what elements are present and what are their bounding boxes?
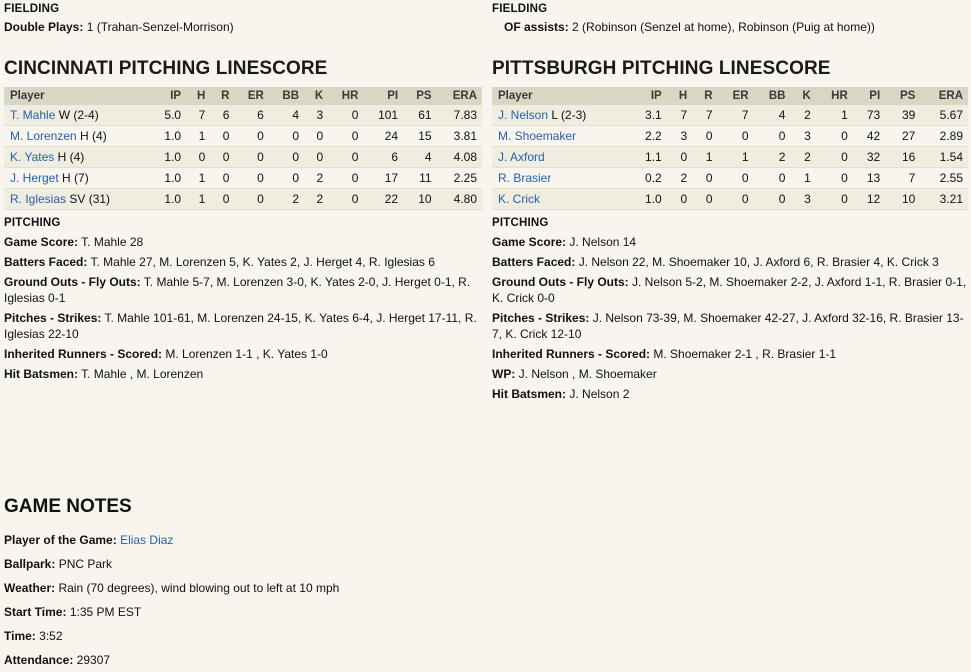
pitching-detail-value: T. Mahle , M. Lorenzen bbox=[81, 367, 204, 381]
note-label: Player of the Game: bbox=[4, 533, 117, 547]
cell-hr: 0 bbox=[328, 168, 363, 189]
cell-r: 0 bbox=[210, 147, 234, 168]
cell-ip: 1.0 bbox=[151, 168, 186, 189]
cell-era: 1.54 bbox=[920, 147, 968, 168]
pitching-detail-label: Batters Faced: bbox=[492, 255, 576, 269]
cell-ip: 1.0 bbox=[151, 147, 186, 168]
cell-ps: 4 bbox=[403, 147, 437, 168]
pitching-heading-left: PITCHING bbox=[4, 217, 61, 229]
note-value: PNC Park bbox=[58, 557, 113, 571]
table-row bbox=[492, 105, 968, 126]
fielding-row bbox=[492, 18, 968, 36]
cell-r: 0 bbox=[210, 126, 234, 147]
pitching-detail-value: T. Mahle 28 bbox=[81, 235, 144, 249]
player-link[interactable]: R. Brasier bbox=[498, 171, 552, 185]
cell-h: 3 bbox=[667, 126, 692, 147]
col-era: ERA bbox=[437, 87, 482, 105]
cell-h: 1 bbox=[186, 126, 210, 147]
col-ps: PS bbox=[885, 87, 920, 105]
note-row bbox=[4, 576, 604, 600]
cell-bb: 0 bbox=[269, 168, 304, 189]
pitching-detail-value: M. Shoemaker 2-1 , R. Brasier 1-1 bbox=[653, 347, 837, 361]
cell-h: 0 bbox=[667, 147, 692, 168]
pitching-detail-row bbox=[492, 272, 968, 308]
col-pi: PI bbox=[363, 87, 403, 105]
cell-pi: 24 bbox=[363, 126, 403, 147]
cell-ip: 1.1 bbox=[630, 147, 667, 168]
pitching-detail-value: J. Nelson , M. Shoemaker bbox=[518, 367, 657, 381]
cell-era: 2.25 bbox=[437, 168, 482, 189]
table-row bbox=[492, 147, 968, 168]
cell-h: 7 bbox=[667, 105, 692, 126]
col-bb: BB bbox=[754, 87, 791, 105]
cell-k: 3 bbox=[304, 105, 328, 126]
note-label: Weather: bbox=[4, 581, 56, 595]
pittsburgh-pitching-table bbox=[492, 87, 968, 210]
player-of-the-game-link[interactable]: Elias Diaz bbox=[120, 533, 174, 547]
note-label: Ballpark: bbox=[4, 557, 56, 571]
cell-bb: 4 bbox=[269, 105, 304, 126]
cell-r: 0 bbox=[210, 168, 234, 189]
col-r: R bbox=[692, 87, 717, 105]
cell-er: 0 bbox=[718, 189, 754, 210]
cell-era: 2.89 bbox=[920, 126, 968, 147]
fielding-heading-right: FIELDING bbox=[492, 3, 548, 15]
col-ip: IP bbox=[630, 87, 667, 105]
table-row bbox=[4, 189, 482, 210]
cell-player bbox=[492, 147, 630, 168]
cell-pi: 73 bbox=[853, 105, 885, 126]
cell-k: 2 bbox=[304, 189, 328, 210]
cell-ip: 1.0 bbox=[151, 126, 186, 147]
cell-er: 0 bbox=[234, 168, 268, 189]
pitching-detail-row bbox=[492, 252, 968, 272]
cell-player bbox=[492, 168, 630, 189]
note-label: Time: bbox=[4, 629, 36, 643]
pitching-detail-value: J. Nelson 5-2, M. Shoemaker 2-2, J. Axford 1-1, R. Brasier 0-1, K. Crick 0-0 bbox=[492, 275, 967, 305]
note-value: 29307 bbox=[76, 653, 111, 667]
note-value: 3:52 bbox=[39, 629, 63, 643]
cincinnati-linescore-title: CINCINNATI PITCHING LINESCORE bbox=[4, 58, 328, 79]
fielding-heading-left: FIELDING bbox=[4, 3, 60, 15]
cell-h: 1 bbox=[186, 168, 210, 189]
cell-pi: 42 bbox=[853, 126, 885, 147]
cell-h: 0 bbox=[667, 189, 692, 210]
cell-hr: 0 bbox=[816, 168, 853, 189]
cell-hr: 0 bbox=[328, 189, 363, 210]
player-note: SV (31) bbox=[69, 192, 111, 206]
table-row bbox=[4, 105, 482, 126]
fielding-label: OF assists: bbox=[504, 20, 569, 34]
pitching-detail-value: T. Mahle 5-7, M. Lorenzen 3-0, K. Yates 2-0, J. Herget 0-1, R. Iglesias 0-1 bbox=[4, 275, 471, 305]
cell-bb: 0 bbox=[754, 126, 791, 147]
cell-k: 2 bbox=[304, 168, 328, 189]
cell-er: 6 bbox=[234, 105, 268, 126]
cell-bb: 2 bbox=[754, 147, 791, 168]
cell-hr: 0 bbox=[816, 126, 853, 147]
cell-ip: 1.0 bbox=[151, 189, 186, 210]
cell-k: 0 bbox=[304, 147, 328, 168]
note-row bbox=[4, 600, 604, 624]
note-row bbox=[4, 624, 604, 648]
pitching-detail-label: Ground Outs - Fly Outs: bbox=[492, 275, 629, 289]
cell-era: 2.55 bbox=[920, 168, 968, 189]
cell-player bbox=[492, 105, 630, 126]
cell-hr: 0 bbox=[816, 189, 853, 210]
col-er: ER bbox=[718, 87, 754, 105]
cell-pi: 32 bbox=[853, 147, 885, 168]
cincinnati-column bbox=[4, 0, 482, 384]
cell-k: 2 bbox=[790, 147, 815, 168]
col-r: R bbox=[210, 87, 234, 105]
cell-ps: 16 bbox=[885, 147, 920, 168]
player-link[interactable]: T. Mahle bbox=[10, 108, 56, 122]
table-header-row bbox=[4, 87, 482, 105]
cell-pi: 22 bbox=[363, 189, 403, 210]
fielding-row bbox=[4, 18, 482, 36]
pitching-detail-label: Hit Batsmen: bbox=[492, 387, 567, 401]
cell-pi: 101 bbox=[363, 105, 403, 126]
note-label: Attendance: bbox=[4, 653, 74, 667]
table-row bbox=[4, 168, 482, 189]
cell-ps: 7 bbox=[885, 168, 920, 189]
cell-er: 1 bbox=[718, 147, 754, 168]
cell-ip: 0.2 bbox=[630, 168, 667, 189]
pitching-detail-label: Pitches - Strikes: bbox=[492, 311, 590, 325]
cell-r: 0 bbox=[692, 126, 717, 147]
player-note: L (2-3) bbox=[551, 108, 587, 122]
cell-ps: 61 bbox=[403, 105, 437, 126]
cell-bb: 2 bbox=[269, 189, 304, 210]
cell-h: 7 bbox=[186, 105, 210, 126]
cell-k: 3 bbox=[790, 189, 815, 210]
cell-k: 3 bbox=[790, 126, 815, 147]
pitching-detail-label: WP: bbox=[492, 367, 516, 381]
cell-player bbox=[4, 126, 151, 147]
col-er: ER bbox=[234, 87, 268, 105]
cell-era: 4.80 bbox=[437, 189, 482, 210]
cell-er: 0 bbox=[718, 168, 754, 189]
col-k: K bbox=[304, 87, 328, 105]
table-row bbox=[4, 147, 482, 168]
col-h: H bbox=[186, 87, 210, 105]
pitching-detail-label: Pitches - Strikes: bbox=[4, 311, 102, 325]
pitching-detail-value: M. Lorenzen 1-1 , K. Yates 1-0 bbox=[165, 347, 328, 361]
pitching-detail-row bbox=[4, 308, 482, 344]
player-link[interactable]: M. Lorenzen bbox=[10, 129, 77, 143]
cell-r: 6 bbox=[210, 105, 234, 126]
pitching-detail-row bbox=[492, 344, 968, 364]
cell-pi: 13 bbox=[853, 168, 885, 189]
col-bb: BB bbox=[269, 87, 304, 105]
player-link[interactable]: R. Iglesias bbox=[10, 192, 67, 206]
cell-r: 7 bbox=[692, 105, 717, 126]
note-row bbox=[4, 528, 604, 552]
cell-ip: 5.0 bbox=[151, 105, 186, 126]
cell-hr: 0 bbox=[816, 147, 853, 168]
cell-bb: 4 bbox=[754, 105, 791, 126]
player-note: H (4) bbox=[57, 150, 85, 164]
cell-bb: 0 bbox=[754, 168, 791, 189]
col-player: Player bbox=[4, 87, 151, 105]
cell-hr: 1 bbox=[816, 105, 853, 126]
pitching-detail-row bbox=[492, 384, 968, 404]
pitching-detail-label: Ground Outs - Fly Outs: bbox=[4, 275, 141, 289]
cell-er: 0 bbox=[234, 147, 268, 168]
col-pi: PI bbox=[853, 87, 885, 105]
col-player: Player bbox=[492, 87, 630, 105]
pitching-detail-row bbox=[4, 344, 482, 364]
pittsburgh-linescore-title: PITTSBURGH PITCHING LINESCORE bbox=[492, 58, 831, 79]
pitching-detail-label: Inherited Runners - Scored: bbox=[4, 347, 163, 361]
pitching-detail-row bbox=[492, 364, 968, 384]
pitching-detail-row bbox=[492, 232, 968, 252]
player-link[interactable]: K. Crick bbox=[498, 192, 540, 206]
player-link[interactable]: J. Axford bbox=[498, 150, 545, 164]
cell-ip: 3.1 bbox=[630, 105, 667, 126]
cell-r: 0 bbox=[692, 168, 717, 189]
fielding-value: 2 (Robinson (Senzel at home), Robinson (Puig at home)) bbox=[572, 20, 875, 34]
pitching-detail-label: Inherited Runners - Scored: bbox=[492, 347, 651, 361]
cell-er: 0 bbox=[234, 189, 268, 210]
pitching-detail-label: Game Score: bbox=[4, 235, 79, 249]
cell-h: 1 bbox=[186, 189, 210, 210]
player-link[interactable]: K. Yates bbox=[10, 150, 55, 164]
cell-ip: 1.0 bbox=[630, 189, 667, 210]
pitching-detail-value: J. Nelson 73-39, M. Shoemaker 42-27, J. Axford 32-16, R. Brasier 13-7, K. Crick 12-10 bbox=[492, 311, 964, 341]
cell-k: 2 bbox=[790, 105, 815, 126]
col-h: H bbox=[667, 87, 692, 105]
cell-era: 5.67 bbox=[920, 105, 968, 126]
game-notes-title: GAME NOTES bbox=[4, 496, 132, 517]
player-link[interactable]: J. Nelson bbox=[498, 108, 549, 122]
note-value: Rain (70 degrees), wind blowing out to left at 10 mph bbox=[58, 581, 340, 595]
cell-r: 0 bbox=[692, 189, 717, 210]
cell-er: 0 bbox=[234, 126, 268, 147]
pitching-detail-row bbox=[4, 252, 482, 272]
col-ps: PS bbox=[403, 87, 437, 105]
fielding-value: 1 (Trahan-Senzel-Morrison) bbox=[86, 20, 234, 34]
cell-ps: 39 bbox=[885, 105, 920, 126]
cell-bb: 0 bbox=[269, 147, 304, 168]
cincinnati-pitching-table bbox=[4, 87, 482, 210]
note-value: 1:35 PM EST bbox=[69, 605, 142, 619]
cell-ip: 2.2 bbox=[630, 126, 667, 147]
cell-h: 2 bbox=[667, 168, 692, 189]
table-row bbox=[492, 189, 968, 210]
player-link[interactable]: J. Herget bbox=[10, 171, 59, 185]
player-note: H (7) bbox=[62, 171, 89, 185]
pitching-detail-row bbox=[4, 232, 482, 252]
pittsburgh-column bbox=[492, 0, 968, 404]
cell-bb: 0 bbox=[754, 189, 791, 210]
cell-hr: 0 bbox=[328, 126, 363, 147]
cell-ps: 11 bbox=[403, 168, 437, 189]
cell-player bbox=[4, 105, 151, 126]
cell-player bbox=[4, 168, 151, 189]
cell-pi: 6 bbox=[363, 147, 403, 168]
cell-pi: 17 bbox=[363, 168, 403, 189]
note-row bbox=[4, 648, 604, 672]
cell-pi: 12 bbox=[853, 189, 885, 210]
cell-player bbox=[4, 189, 151, 210]
player-note: W (2-4) bbox=[58, 108, 99, 122]
pitching-detail-value: J. Nelson 14 bbox=[569, 235, 637, 249]
pitching-detail-value: J. Nelson 22, M. Shoemaker 10, J. Axford 6, R. Brasier 4, K. Crick 3 bbox=[578, 255, 939, 269]
pitching-heading-right: PITCHING bbox=[492, 217, 549, 229]
pitching-detail-label: Batters Faced: bbox=[4, 255, 88, 269]
cell-ps: 27 bbox=[885, 126, 920, 147]
player-note: H (4) bbox=[80, 129, 107, 143]
cell-bb: 0 bbox=[269, 126, 304, 147]
cell-era: 3.21 bbox=[920, 189, 968, 210]
cell-ps: 15 bbox=[403, 126, 437, 147]
note-label: Start Time: bbox=[4, 605, 67, 619]
table-header-row bbox=[492, 87, 968, 105]
cell-k: 1 bbox=[790, 168, 815, 189]
pitching-detail-value: T. Mahle 27, M. Lorenzen 5, K. Yates 2, J. Herget 4, R. Iglesias 6 bbox=[90, 255, 435, 269]
pitching-detail-label: Game Score: bbox=[492, 235, 567, 249]
player-link[interactable]: M. Shoemaker bbox=[498, 129, 577, 143]
fielding-label: Double Plays: bbox=[4, 20, 84, 34]
cell-player bbox=[4, 147, 151, 168]
cell-hr: 0 bbox=[328, 147, 363, 168]
col-hr: HR bbox=[328, 87, 363, 105]
note-row bbox=[4, 552, 604, 576]
cell-er: 7 bbox=[718, 105, 754, 126]
table-row bbox=[492, 168, 968, 189]
pitching-detail-label: Hit Batsmen: bbox=[4, 367, 79, 381]
cell-ps: 10 bbox=[885, 189, 920, 210]
game-notes-section bbox=[4, 468, 604, 672]
cell-era: 3.81 bbox=[437, 126, 482, 147]
cell-player bbox=[492, 189, 630, 210]
cell-era: 7.83 bbox=[437, 105, 482, 126]
col-hr: HR bbox=[816, 87, 853, 105]
pitching-detail-row bbox=[4, 364, 482, 384]
pitching-detail-value: T. Mahle 101-61, M. Lorenzen 24-15, K. Yates 6-4, J. Herget 17-11, R. Iglesias 22-10 bbox=[4, 311, 477, 341]
cell-r: 0 bbox=[210, 189, 234, 210]
pitching-detail-row bbox=[4, 272, 482, 308]
cell-h: 0 bbox=[186, 147, 210, 168]
table-row bbox=[4, 126, 482, 147]
cell-r: 1 bbox=[692, 147, 717, 168]
pitching-detail-value: J. Nelson 2 bbox=[569, 387, 630, 401]
col-era: ERA bbox=[920, 87, 968, 105]
cell-ps: 10 bbox=[403, 189, 437, 210]
table-row bbox=[492, 126, 968, 147]
cell-era: 4.08 bbox=[437, 147, 482, 168]
cell-player bbox=[492, 126, 630, 147]
col-k: K bbox=[790, 87, 815, 105]
cell-er: 0 bbox=[718, 126, 754, 147]
cell-k: 0 bbox=[304, 126, 328, 147]
cell-hr: 0 bbox=[328, 105, 363, 126]
pitching-detail-row bbox=[492, 308, 968, 344]
col-ip: IP bbox=[151, 87, 186, 105]
